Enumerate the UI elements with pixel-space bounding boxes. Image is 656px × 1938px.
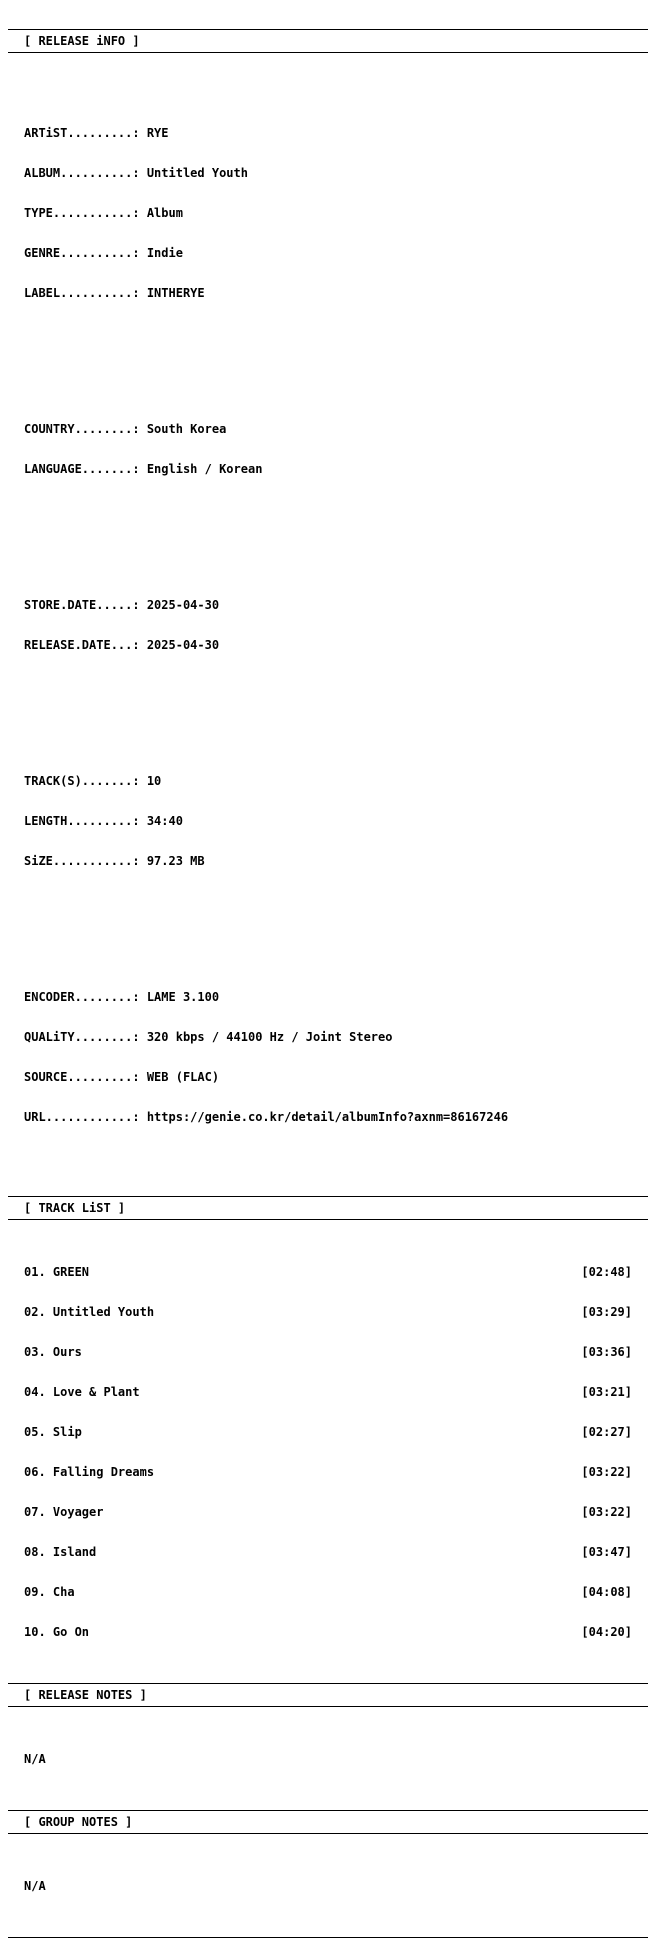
info-line xyxy=(24,1111,632,1123)
release-notes-text: N/A xyxy=(24,1752,46,1766)
info-value: 34:40 xyxy=(146,814,183,828)
info-line xyxy=(24,1031,632,1043)
info-key: TRACK(S).......: xyxy=(24,774,140,788)
info-group xyxy=(24,747,632,895)
track-row xyxy=(24,1466,632,1478)
info-line xyxy=(24,167,632,179)
group-notes-block xyxy=(8,1834,648,1937)
track-row xyxy=(24,1586,632,1598)
info-line xyxy=(24,775,632,787)
info-key: RELEASE.DATE...: xyxy=(24,638,140,652)
track-duration: [03:21] xyxy=(581,1385,632,1399)
info-line xyxy=(24,207,632,219)
nfo-document xyxy=(8,29,648,1938)
info-key: LABEL..........: xyxy=(24,286,140,300)
track-row xyxy=(24,1306,632,1318)
release-notes-block xyxy=(8,1707,648,1810)
track-row xyxy=(24,1386,632,1398)
info-line xyxy=(24,1071,632,1083)
info-line xyxy=(24,815,632,827)
info-key: LANGUAGE.......: xyxy=(24,462,140,476)
track-title: 02. Untitled Youth xyxy=(24,1305,155,1319)
track-duration: [03:47] xyxy=(581,1545,632,1559)
info-key: ENCODER........: xyxy=(24,990,140,1004)
track-title: 08. Island xyxy=(24,1545,97,1559)
info-line xyxy=(24,463,632,475)
track-row xyxy=(24,1546,632,1558)
info-group xyxy=(24,99,632,327)
track-title: 03. Ours xyxy=(24,1345,82,1359)
track-title: 09. Cha xyxy=(24,1585,75,1599)
info-key: ALBUM..........: xyxy=(24,166,140,180)
info-line xyxy=(24,599,632,611)
info-line xyxy=(24,127,632,139)
track-duration: [04:20] xyxy=(581,1625,632,1639)
info-value: Indie xyxy=(146,246,183,260)
info-group xyxy=(24,395,632,503)
track-title: 01. GREEN xyxy=(24,1265,90,1279)
track-title: 04. Love & Plant xyxy=(24,1385,140,1399)
info-key: STORE.DATE.....: xyxy=(24,598,140,612)
info-line xyxy=(24,991,632,1003)
track-duration: [02:27] xyxy=(581,1425,632,1439)
info-value: https://genie.co.kr/detail/albumInfo?axnm=86167246 xyxy=(146,1110,509,1124)
info-group xyxy=(24,571,632,679)
info-value: 2025-04-30 xyxy=(146,638,220,652)
track-row xyxy=(24,1266,632,1278)
info-value: South Korea xyxy=(146,422,227,436)
section-header-group-notes: [ GROUP NOTES ] xyxy=(24,1815,133,1829)
track-title: 07. Voyager xyxy=(24,1505,104,1519)
info-value: 320 kbps / 44100 Hz / Joint Stereo xyxy=(146,1030,393,1044)
section-header-release-notes: [ RELEASE NOTES ] xyxy=(24,1688,147,1702)
info-key: TYPE...........: xyxy=(24,206,140,220)
info-line xyxy=(24,423,632,435)
info-group xyxy=(24,963,632,1151)
info-value: WEB (FLAC) xyxy=(146,1070,220,1084)
info-key: LENGTH.........: xyxy=(24,814,140,828)
info-key: SOURCE.........: xyxy=(24,1070,140,1084)
track-duration: [03:22] xyxy=(581,1465,632,1479)
info-value: Untitled Youth xyxy=(146,166,248,180)
info-line xyxy=(24,247,632,259)
track-duration: [03:29] xyxy=(581,1305,632,1319)
track-row xyxy=(24,1506,632,1518)
track-title: 10. Go On xyxy=(24,1625,90,1639)
info-value: Album xyxy=(146,206,183,220)
track-title: 06. Falling Dreams xyxy=(24,1465,155,1479)
info-value: 97.23 MB xyxy=(146,854,205,868)
track-duration: [03:36] xyxy=(581,1345,632,1359)
info-key: QUALiTY........: xyxy=(24,1030,140,1044)
info-key: COUNTRY........: xyxy=(24,422,140,436)
info-value: 2025-04-30 xyxy=(146,598,220,612)
track-row xyxy=(24,1626,632,1638)
track-row xyxy=(24,1426,632,1438)
info-value: LAME 3.100 xyxy=(146,990,220,1004)
info-key: SiZE...........: xyxy=(24,854,140,868)
info-key: GENRE..........: xyxy=(24,246,140,260)
info-value: English / Korean xyxy=(146,462,263,476)
info-line xyxy=(24,639,632,651)
track-duration: [04:08] xyxy=(581,1585,632,1599)
track-list xyxy=(8,1220,648,1683)
section-header-release-info: [ RELEASE iNFO ] xyxy=(24,34,140,48)
track-duration: [03:22] xyxy=(581,1505,632,1519)
info-key: URL............: xyxy=(24,1110,140,1124)
track-title: 05. Slip xyxy=(24,1425,82,1439)
info-value: 10 xyxy=(146,774,162,788)
info-line xyxy=(24,287,632,299)
group-notes-text: N/A xyxy=(24,1879,46,1893)
info-line xyxy=(24,855,632,867)
info-key: ARTiST.........: xyxy=(24,126,140,140)
section-header-track-list: [ TRACK LiST ] xyxy=(24,1201,126,1215)
info-value: RYE xyxy=(146,126,169,140)
track-row xyxy=(24,1346,632,1358)
info-value: INTHERYE xyxy=(146,286,205,300)
release-info-block xyxy=(8,53,648,1196)
track-duration: [02:48] xyxy=(581,1265,632,1279)
